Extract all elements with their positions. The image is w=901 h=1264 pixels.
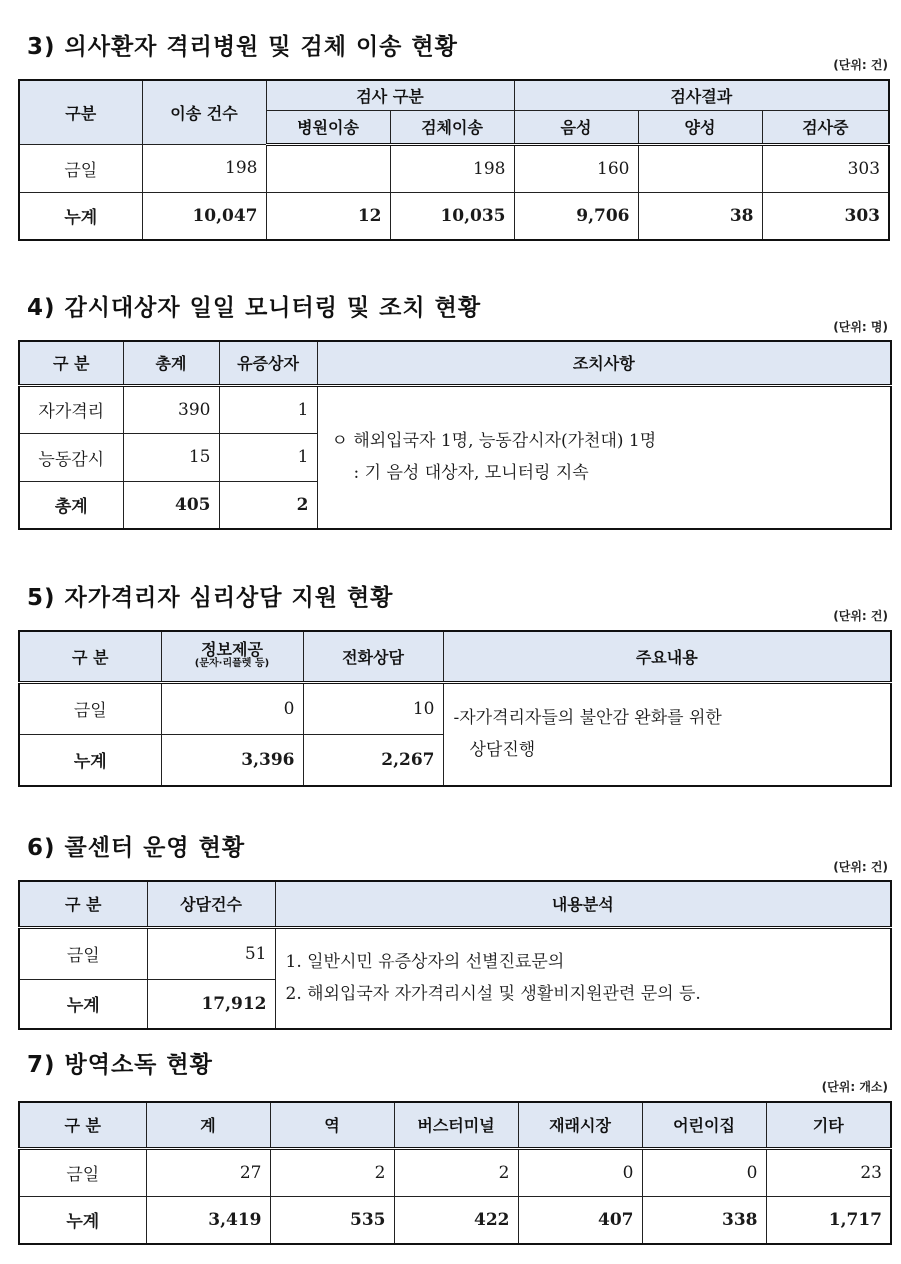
header-total: 계	[146, 1102, 270, 1148]
header-info-sublabel: (문자·리플렛 등)	[194, 658, 270, 670]
cell-total: 3,419	[146, 1196, 270, 1244]
header-negative: 음성	[514, 110, 638, 144]
specimen-transfer-table	[18, 79, 890, 241]
counseling-table	[18, 630, 892, 787]
cell-symptomatic: 2	[219, 481, 317, 529]
monitoring-table	[18, 340, 892, 530]
row-label: 능동감시	[19, 433, 123, 481]
cell-symptomatic: 1	[219, 433, 317, 481]
header-test-result: 검사결과	[514, 80, 889, 110]
cell-specimen: 198	[390, 144, 514, 192]
unit-label: (단위: 명)	[833, 320, 888, 334]
header-main-content: 주요내용	[443, 631, 891, 682]
cell-bus: 2	[394, 1148, 518, 1196]
cell-total: 390	[123, 385, 219, 433]
table-row	[19, 1196, 891, 1244]
cell-total: 27	[146, 1148, 270, 1196]
section-title: 5) 자가격리자 심리상담 지원 현황	[27, 585, 394, 611]
table-row	[19, 385, 891, 433]
header-pending: 검사중	[762, 110, 889, 144]
table-row	[19, 144, 889, 192]
header-positive: 양성	[638, 110, 762, 144]
call-center-table	[18, 880, 892, 1030]
row-label: 자가격리	[19, 385, 123, 433]
analysis-line: 1. 일반시민 유증상자의 선별진료문의	[285, 952, 565, 973]
content-line: 상담진행	[469, 740, 536, 761]
header-daycare: 어린이집	[642, 1102, 766, 1148]
cell-pending: 303	[762, 192, 889, 240]
header-test-type: 검사 구분	[266, 80, 514, 110]
cell-hospital: 12	[266, 192, 390, 240]
header-info-provided	[161, 631, 303, 682]
header-station: 역	[270, 1102, 394, 1148]
table-row	[19, 927, 891, 979]
section-title: 4) 감시대상자 일일 모니터링 및 조치 현황	[27, 295, 482, 321]
unit-label: (단위: 건)	[833, 860, 888, 874]
cell-daycare: 0	[642, 1148, 766, 1196]
cell-etc: 23	[766, 1148, 891, 1196]
cell-analysis	[275, 927, 891, 1029]
row-label: 누계	[19, 979, 147, 1029]
cell-market: 0	[518, 1148, 642, 1196]
header-phone-counseling: 전화상담	[303, 631, 443, 682]
row-label: 누계	[19, 734, 161, 786]
cell-total: 15	[123, 433, 219, 481]
row-label: 총계	[19, 481, 123, 529]
unit-label: (단위: 건)	[833, 609, 888, 623]
header-total: 총계	[123, 341, 219, 385]
cell-hospital	[266, 144, 390, 192]
row-label: 금일	[19, 1148, 146, 1196]
content-line: -자가격리자들의 불안감 완화를 위한	[453, 708, 722, 729]
cell-total: 405	[123, 481, 219, 529]
header-bus-terminal: 버스터미널	[394, 1102, 518, 1148]
cell-pending: 303	[762, 144, 889, 192]
row-label: 누계	[19, 192, 142, 240]
cell-etc: 1,717	[766, 1196, 891, 1244]
header-content-analysis: 내용분석	[275, 881, 891, 927]
unit-label: (단위: 건)	[833, 58, 888, 72]
cell-station: 535	[270, 1196, 394, 1244]
cell-count: 51	[147, 927, 275, 979]
disinfection-table	[18, 1101, 892, 1245]
row-label: 금일	[19, 927, 147, 979]
section-title: 3) 의사환자 격리병원 및 검체 이송 현황	[27, 34, 458, 60]
cell-specimen: 10,035	[390, 192, 514, 240]
section-title: 6) 콜센터 운영 현황	[27, 835, 246, 861]
table-row	[19, 1148, 891, 1196]
section-title: 7) 방역소독 현황	[27, 1052, 213, 1078]
cell-count: 198	[142, 144, 266, 192]
cell-station: 2	[270, 1148, 394, 1196]
row-label: 금일	[19, 682, 161, 734]
cell-actions	[317, 385, 891, 529]
cell-content	[443, 682, 891, 786]
cell-info: 3,396	[161, 734, 303, 786]
header-market: 재래시장	[518, 1102, 642, 1148]
action-line: : 기 음성 대상자, 모니터링 지속	[353, 463, 589, 484]
cell-phone: 10	[303, 682, 443, 734]
header-actions: 조치사항	[317, 341, 891, 385]
header-info-label: 정보제공	[201, 640, 263, 660]
table-row	[19, 192, 889, 240]
cell-count: 17,912	[147, 979, 275, 1029]
analysis-line: 2. 해외입국자 자가격리시설 및 생활비지원관련 문의 등.	[285, 984, 701, 1005]
cell-phone: 2,267	[303, 734, 443, 786]
header-gubun: 구 분	[19, 881, 147, 927]
table-row	[19, 682, 891, 734]
header-consult-count: 상담건수	[147, 881, 275, 927]
header-gubun: 구분	[19, 80, 142, 144]
cell-negative: 9,706	[514, 192, 638, 240]
header-hospital-transfer: 병원이송	[266, 110, 390, 144]
action-line: ㅇ 해외입국자 1명, 능동감시자(가천대) 1명	[331, 431, 657, 452]
cell-market: 407	[518, 1196, 642, 1244]
header-gubun: 구 분	[19, 1102, 146, 1148]
unit-label: (단위: 개소)	[821, 1080, 888, 1094]
header-transfer-count: 이송 건수	[142, 80, 266, 144]
cell-count: 10,047	[142, 192, 266, 240]
cell-positive	[638, 144, 762, 192]
cell-negative: 160	[514, 144, 638, 192]
cell-symptomatic: 1	[219, 385, 317, 433]
header-symptomatic: 유증상자	[219, 341, 317, 385]
row-label: 금일	[19, 144, 142, 192]
row-label: 누계	[19, 1196, 146, 1244]
header-specimen-transfer: 검체이송	[390, 110, 514, 144]
cell-daycare: 338	[642, 1196, 766, 1244]
cell-positive: 38	[638, 192, 762, 240]
header-gubun: 구 분	[19, 631, 161, 682]
header-etc: 기타	[766, 1102, 891, 1148]
header-gubun: 구 분	[19, 341, 123, 385]
cell-info: 0	[161, 682, 303, 734]
cell-bus: 422	[394, 1196, 518, 1244]
